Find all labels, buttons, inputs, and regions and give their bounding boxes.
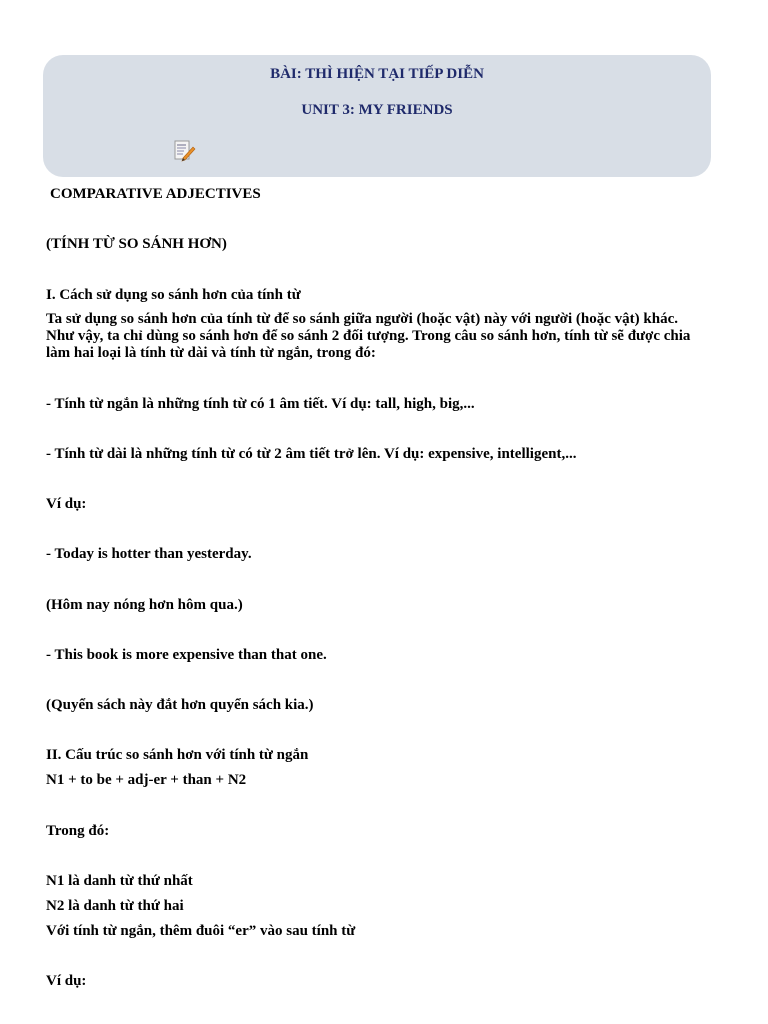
formula: N1 + to be + adj-er + than + N2 bbox=[46, 772, 247, 788]
long-adjective-definition: - Tính từ dài là những tính từ có từ 2 âm tiết trở lên. Ví dụ: expensive, intelligent,... bbox=[46, 446, 577, 462]
example-1: - Today is hotter than yesterday. bbox=[46, 546, 252, 562]
section1-line-2: Như vậy, ta chỉ dùng so sánh hơn để so sánh 2 đối tượng. Trong câu so sánh hơn, tính từ sẽ được chia bbox=[46, 328, 691, 344]
section2-title: II. Cấu trúc so sánh hơn với tính từ ngắn bbox=[46, 747, 309, 763]
heading-vietnamese: (TÍNH TỪ SO SÁNH HƠN) bbox=[46, 236, 227, 252]
edit-document-icon bbox=[174, 140, 196, 162]
heading-comparative-adjectives: COMPARATIVE ADJECTIVES bbox=[50, 186, 261, 202]
lesson-banner bbox=[43, 55, 711, 177]
lesson-title: BÀI: THÌ HIỆN TẠI TIẾP DIỄN bbox=[270, 66, 484, 82]
section1-line-3: làm hai loại là tính từ dài và tính từ ngắn, trong đó: bbox=[46, 345, 376, 361]
example-2-translation: (Quyển sách này đắt hơn quyển sách kia.) bbox=[46, 697, 314, 713]
example-label-2: Ví dụ: bbox=[46, 973, 87, 989]
short-adjective-definition: - Tính từ ngắn là những tính từ có 1 âm tiết. Ví dụ: tall, high, big,... bbox=[46, 396, 475, 412]
where-label: Trong đó: bbox=[46, 823, 110, 839]
unit-title: UNIT 3: MY FRIENDS bbox=[301, 102, 453, 118]
section1-paragraph bbox=[46, 311, 726, 362]
n2-definition: N2 là danh từ thứ hai bbox=[46, 898, 184, 914]
section1-title: I. Cách sử dụng so sánh hơn của tính từ bbox=[46, 287, 301, 303]
n1-definition: N1 là danh từ thứ nhất bbox=[46, 873, 193, 889]
section1-line-1: Ta sử dụng so sánh hơn của tính từ để so sánh giữa người (hoặc vật) này với người (hoặc vật) khác. bbox=[46, 311, 678, 327]
short-adjective-rule: Với tính từ ngắn, thêm đuôi “er” vào sau tính từ bbox=[46, 923, 356, 939]
example-label: Ví dụ: bbox=[46, 496, 87, 512]
example-1-translation: (Hôm nay nóng hơn hôm qua.) bbox=[46, 597, 243, 613]
example-2: - This book is more expensive than that one. bbox=[46, 647, 327, 663]
